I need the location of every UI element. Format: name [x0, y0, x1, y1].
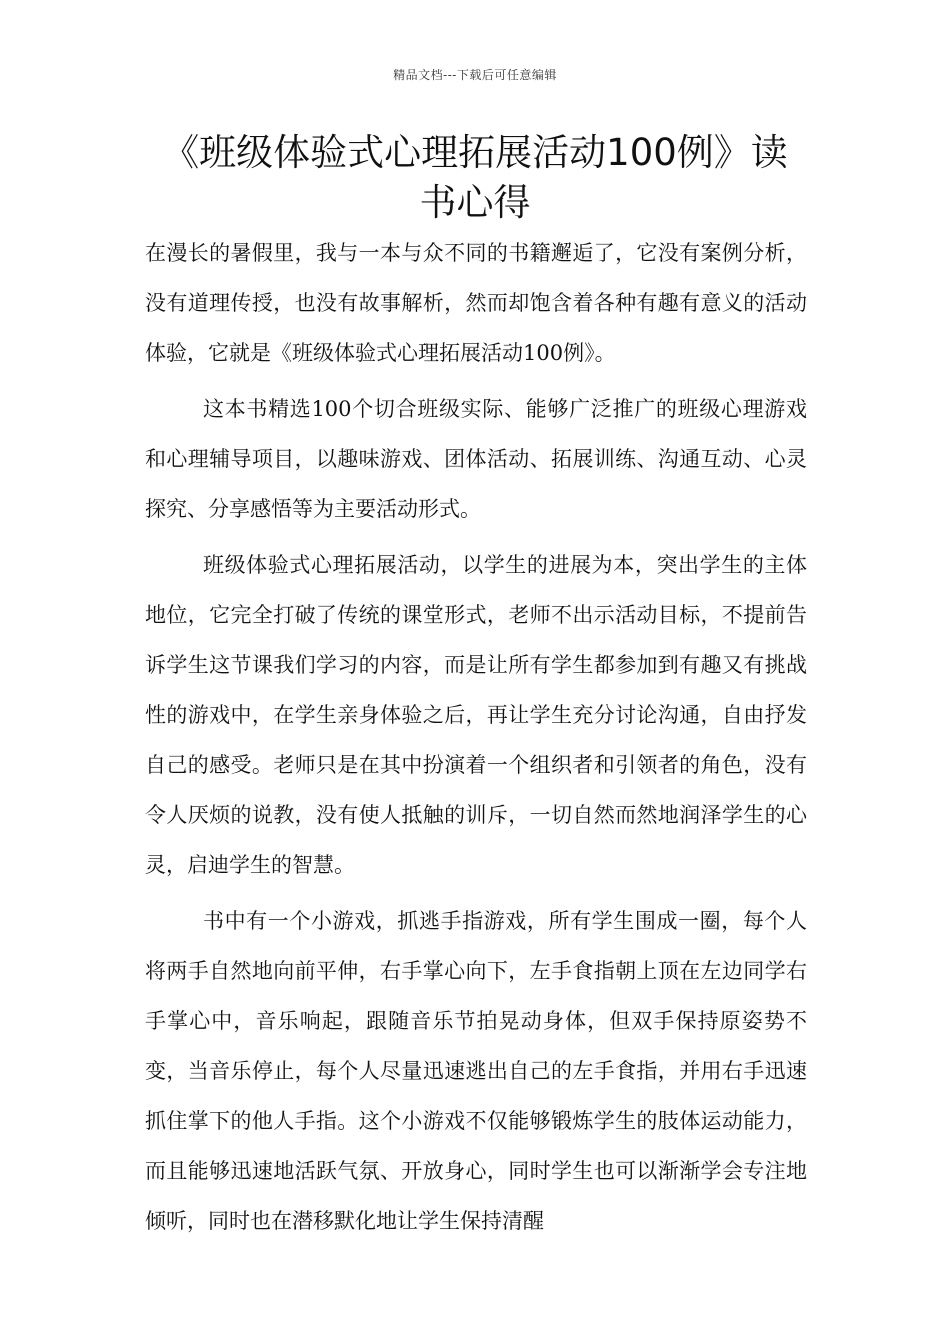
paragraph-4: 书中有一个小游戏，抓逃手指游戏，所有学生围成一圈，每个人将两手自然地向前平伸，右手掌心向下，左手食指朝上顶在左边同学右手掌心中，音乐响起，跟随音乐节拍晃动身体，但双手保持原姿势不变，当音乐停止，每个人尽量迅速逃出自己的左手食指，并用右手迅速抓住掌下的他人手指。这个小游戏不仅能够锻炼学生的肢体运动能力，而且能够迅速地活跃气氛、开放身心，同时学生也可以渐渐学会专注地倾听，同时也在潜移默化地让学生保持清醒 — [145, 909, 807, 1233]
document-title: 《班级体验式心理拓展活动100例》读书心得 — [162, 131, 788, 224]
document-body — [145, 228, 807, 1246]
paragraph-1: 在漫长的暑假里，我与一本与众不同的书籍邂逅了，它没有案例分析，没有道理传授，也没有故事解析，然而却饱含着各种有趣有意义的活动体验，它就是《班级体验式心理拓展活动100例》。 — [145, 241, 807, 365]
page-header-note: 精品文档---下载后可任意编辑 — [393, 68, 557, 82]
paragraph-3: 班级体验式心理拓展活动，以学生的进展为本，突出学生的主体地位，它完全打破了传统的课堂形式，老师不出示活动目标，不提前告诉学生这节课我们学习的内容，而是让所有学生都参加到有趣又有挑战性的游戏中，在学生亲身体验之后，再让学生充分讨论沟通，自由抒发自己的感受。老师只是在其中扮演着一个组织者和引领者的角色，没有令人厌烦的说教，没有使人抵触的训斥，一切自然而然地润泽学生的心灵，启迪学生的智慧。 — [145, 553, 807, 877]
paragraph-2: 这本书精选100个切合班级实际、能够广泛推广的班级心理游戏和心理辅导项目，以趣味游戏、团体活动、拓展训练、沟通互动、心灵探究、分享感悟等为主要活动形式。 — [145, 397, 807, 521]
